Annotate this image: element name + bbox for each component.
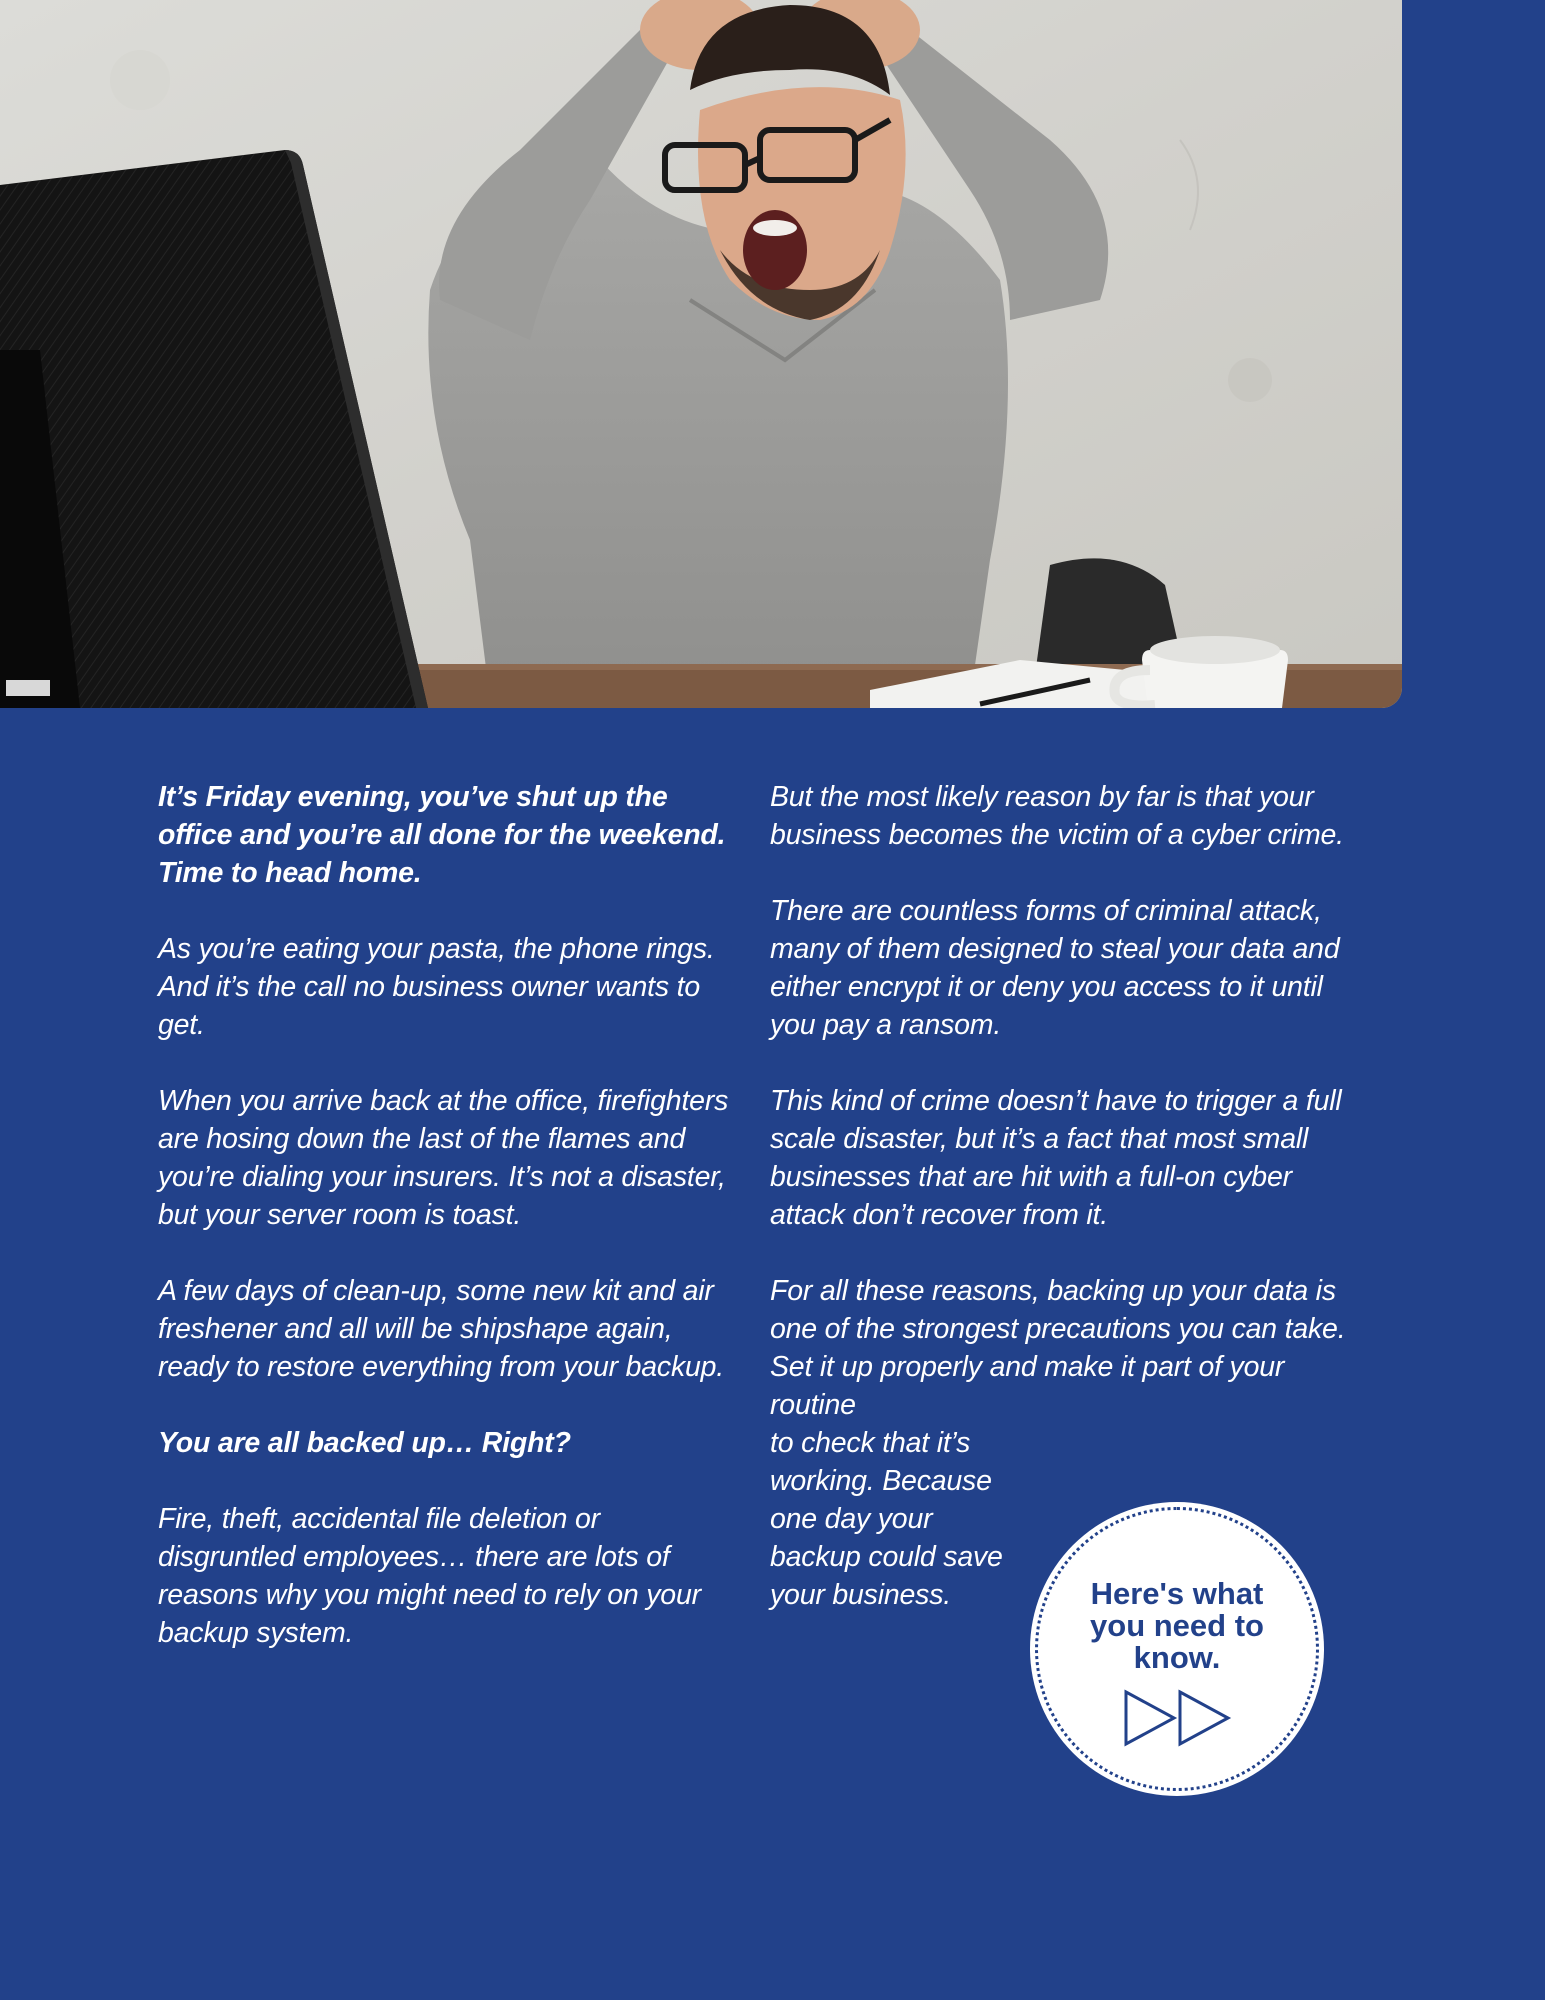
badge-label: Here's what you need to know. xyxy=(1090,1576,1264,1675)
body-paragraph: A few days of clean-up, some new kit and air freshener and all will be shipshape again, ready to restore everything from your backup. xyxy=(158,1275,725,1383)
body-paragraph: When you arrive back at the office, firefighters are hosing down the last of the flames and you’re dialing your insurers. It’s not a disaster, but your server room is toast. xyxy=(158,1085,729,1231)
body-paragraph: This kind of crime doesn’t have to trigger a full scale disaster, but it’s a fact that most small businesses that are hit with a full-on cyber attack don’t recover from it. xyxy=(770,1085,1342,1231)
body-paragraph: As you’re eating your pasta, the phone rings. And it’s the call no business owner wants to get. xyxy=(158,933,715,1041)
hero-photo-illustration xyxy=(0,0,1402,708)
closing-paragraph-continued: to check that it’s working. Because one day your backup could save your business. xyxy=(770,1427,1003,1611)
closing-paragraph: For all these reasons, backing up your data is one of the strongest precautions you can take. Set it up properly and make it part of your routine xyxy=(770,1275,1346,1421)
intro-paragraph: It’s Friday evening, you’ve shut up the office and you’re all done for the weekend. Time to head home. xyxy=(158,781,726,889)
next-page-badge[interactable] xyxy=(1030,1502,1324,1796)
body-paragraph: But the most likely reason by far is that your business becomes the victim of a cyber crime. xyxy=(770,781,1344,851)
body-paragraph: Fire, theft, accidental file deletion or disgruntled employees… there are lots of reasons why you might need to rely on your backup system. xyxy=(158,1503,701,1649)
hero-image xyxy=(0,0,1402,708)
subheading: You are all backed up… Right? xyxy=(158,1427,571,1459)
body-paragraph: There are countless forms of criminal attack, many of them designed to steal your data and either encrypt it or deny you access to it until you pay a ransom. xyxy=(770,895,1340,1041)
fast-forward-icon xyxy=(1122,1688,1234,1748)
left-column xyxy=(158,778,738,1690)
